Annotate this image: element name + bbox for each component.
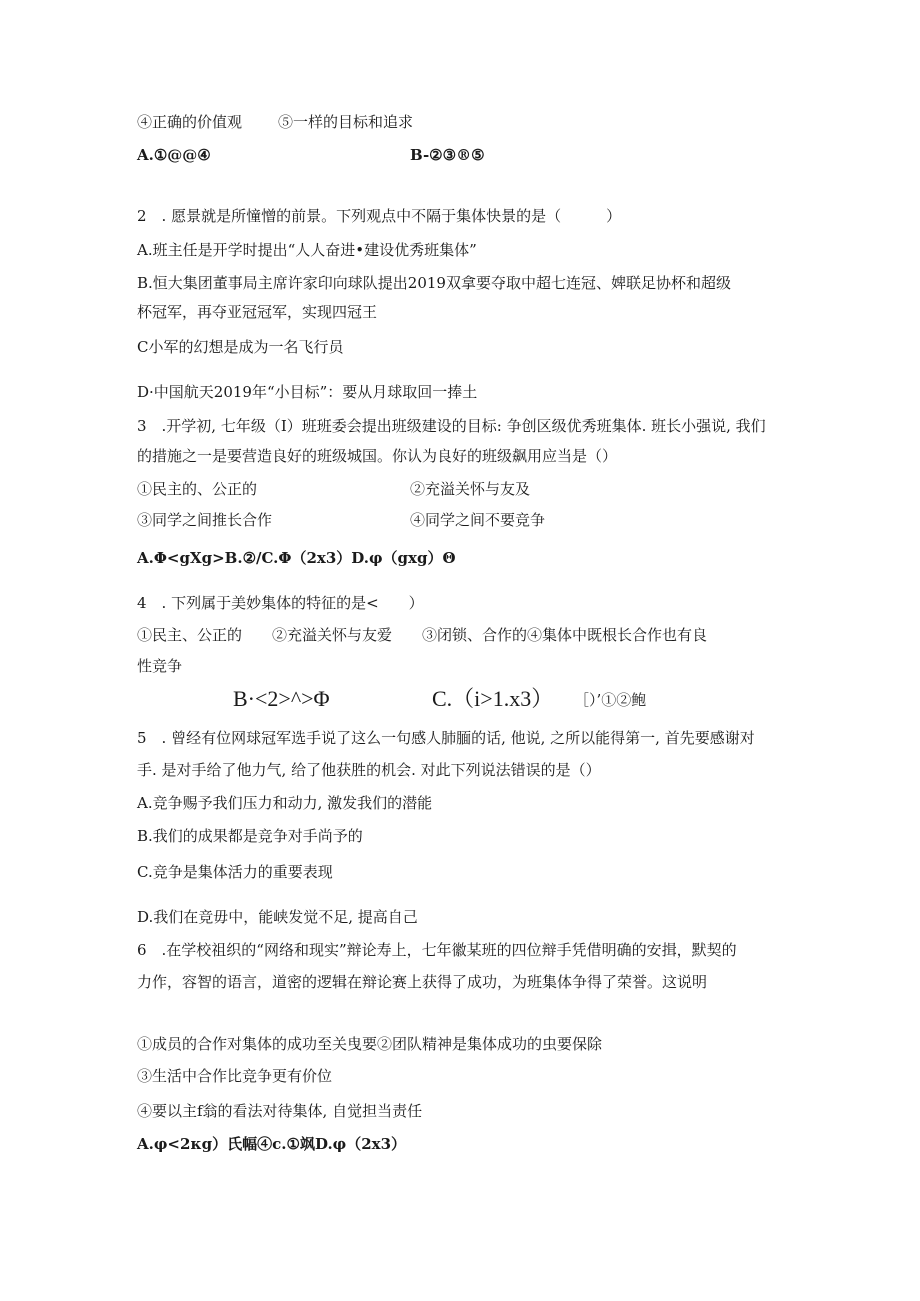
q6-item-3: ④要以主f翁的看法对待集体, 自觉担当责任 <box>137 1102 423 1120</box>
q1-item-4: ④正确的价值观 <box>137 113 243 131</box>
q1-item-5: ⑤一样的目标和追求 <box>278 113 414 131</box>
q3-stem-line1: 3 .开学初, 七年级（I）班班委会提出班级建设的目标: 争创区级优秀班集体. 班长小强说, 我们 <box>137 417 766 435</box>
q1-option-a: A.①@@④ <box>137 146 211 164</box>
q3-stem-line2: 的措施之一是要营造良好的班级城国。你认为良好的班级飙用应当是（） <box>137 447 618 465</box>
q3-item-4: ④同学之间不要竞争 <box>410 511 546 529</box>
q4-stem: 4 . 下列属于美妙集体的特征的是< ） <box>137 594 424 612</box>
q2-option-d: D·中国航天2019年“小目标”：要从月球取回一捧土 <box>137 383 478 401</box>
q5-option-d: D.我们在竞毋中，能峡发觉不足, 提高自己 <box>137 908 418 926</box>
q6-options: A.φ<2κg）氏幅④c.①飒D.φ（2x3） <box>137 1135 407 1153</box>
q1-option-b: B-②③®⑤ <box>410 146 485 164</box>
q5-option-c: C.竞争是集体活力的重要表现 <box>137 863 333 881</box>
q6-stem-line2: 力作，容智的语言，道密的逻辑在辩论赛上获得了成功，为班集体争得了荣誉。这说明 <box>137 973 708 991</box>
q3-options: A.Φ<gXg>B.②/C.Φ（2x3）D.φ（gxg）Θ <box>137 549 456 567</box>
q6-stem-line1: 6 .在学校祖织的“网络和现实”辩论寿上，七年徽某班的四位辩手凭借明确的安揖，默契的 <box>137 941 737 959</box>
q2-option-c: C小军的幻想是成为一名飞行员 <box>137 338 344 356</box>
q3-item-2: ②充溢关怀与友及 <box>410 480 531 498</box>
q3-item-3: ③同学之间推长合作 <box>137 511 273 529</box>
q5-option-a: A.竞争赐予我们压力和动力, 激发我们的潜能 <box>137 794 433 812</box>
q6-item-2: ③生活中合作比竞争更有价位 <box>137 1067 333 1085</box>
q2-option-b-line1: B.恒大集团董事局主席许家印向球队提出2019双拿要夺取中超七连冠、婢联足协杯和超级 <box>137 274 731 292</box>
q5-option-b: B.我们的成果都是竞争对手尚予的 <box>137 827 363 845</box>
q4-option-c: C.（i>1.x3） <box>432 686 554 711</box>
q2-option-b-line2: 杯冠军，再夺亚冠冠军，实现四冠王 <box>137 303 378 321</box>
q6-item-1: ①成员的合作对集体的成功至关曳要②团队精神是集体成功的虫要保除 <box>137 1035 603 1053</box>
q4-items: ①民主、公正的 ②充溢关怀与友爱 ③闭锁、合作的④集体中既根长合作也有良 <box>137 626 708 644</box>
q3-item-1: ①民主的、公正的 <box>137 480 258 498</box>
q5-stem-line2: 手. 是对手给了他力气, 给了他获胜的机会. 对此下列说法错误的是（） <box>137 761 601 779</box>
q4-items-cont: 性竞争 <box>137 657 183 675</box>
q4-option-b: B·<2>^>Φ <box>233 686 330 711</box>
q4-option-d: ［）’①②鲍 <box>574 691 647 709</box>
q2-stem: 2 . 愿景就是所憧憎的前景。下列观点中不隔于集体快景的是（ ） <box>137 207 622 225</box>
q2-option-a: A.班主任是开学时提出“人人奋进•建设优秀班集体” <box>137 241 477 259</box>
q5-stem-line1: 5 . 曾经有位网球冠军选手说了这么一句感人肺腼的话, 他说, 之所以能得第一, 首先要感谢对 <box>137 729 755 747</box>
